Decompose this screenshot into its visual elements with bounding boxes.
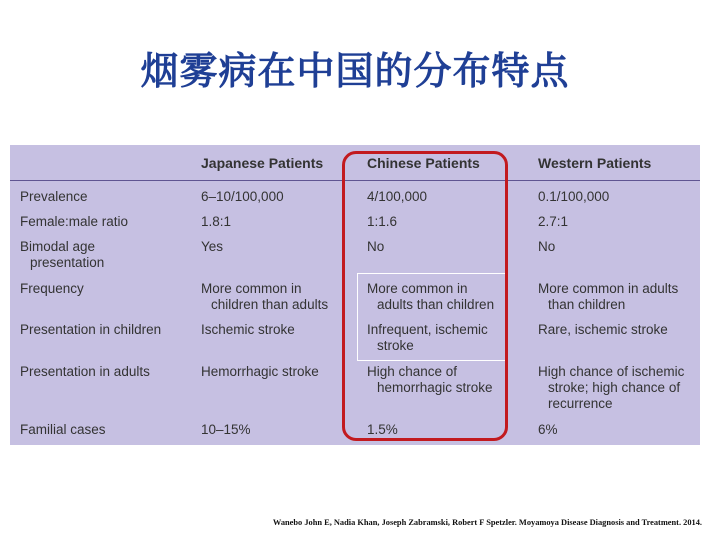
cell-western-familial: 6% [538, 422, 558, 437]
cell-western-prevalence: 0.1/100,000 [538, 189, 610, 204]
cell-western-frequency: More common in adults than children [538, 281, 679, 312]
cell-western-children: Rare, ischemic stroke [538, 322, 668, 337]
header-japanese: Japanese Patients [201, 155, 324, 171]
cell-chinese-adults: High chance of hemorrhagic stroke [367, 364, 493, 395]
cell-japanese-prevalence: 6–10/100,000 [201, 189, 284, 204]
cell-japanese-children: Ischemic stroke [201, 322, 295, 337]
chinese-column-highlight [342, 151, 508, 441]
row-label-female-male-ratio: Female:male ratio [20, 214, 129, 229]
header-western: Western Patients [538, 155, 652, 171]
cell-western-adults: High chance of ischemic stroke; high chance of recurrence [538, 364, 685, 411]
cell-chinese-prevalence: 4/100,000 [367, 189, 428, 204]
row-label-presentation-adults: Presentation in adults [20, 364, 150, 379]
cell-chinese-frequency: More common in adults than children [367, 281, 495, 312]
cell-chinese-bimodal: No [367, 239, 385, 254]
row-label-familial-cases: Familial cases [20, 422, 106, 437]
cell-western-ratio: 2.7:1 [538, 214, 569, 229]
cell-chinese-ratio: 1:1.6 [367, 214, 398, 229]
row-label-presentation-children: Presentation in children [20, 322, 162, 337]
cell-japanese-bimodal: Yes [201, 239, 224, 254]
cell-japanese-frequency: More common in children than adults [201, 281, 329, 312]
header-chinese: Chinese Patients [367, 155, 480, 171]
cell-western-bimodal: No [538, 239, 556, 254]
row-label-prevalence: Prevalence [20, 189, 88, 204]
row-label-frequency: Frequency [20, 281, 84, 296]
row-label-bimodal-age: Bimodal age presentation [20, 239, 105, 270]
slide-title: 烟雾病在中国的分布特点 [140, 49, 570, 93]
citation: Wanebo John E, Nadia Khan, Joseph Zabramski, Robert F Spetzler. Moyamoya Disease Diagnosis and Treatment. 2014. [272, 518, 702, 527]
cell-japanese-ratio: 1.8:1 [201, 214, 232, 229]
cell-chinese-familial: 1.5% [367, 422, 398, 437]
cell-chinese-children: Infrequent, ischemic stroke [367, 322, 488, 353]
cell-japanese-familial: 10–15% [201, 422, 251, 437]
cell-japanese-adults: Hemorrhagic stroke [201, 364, 319, 379]
